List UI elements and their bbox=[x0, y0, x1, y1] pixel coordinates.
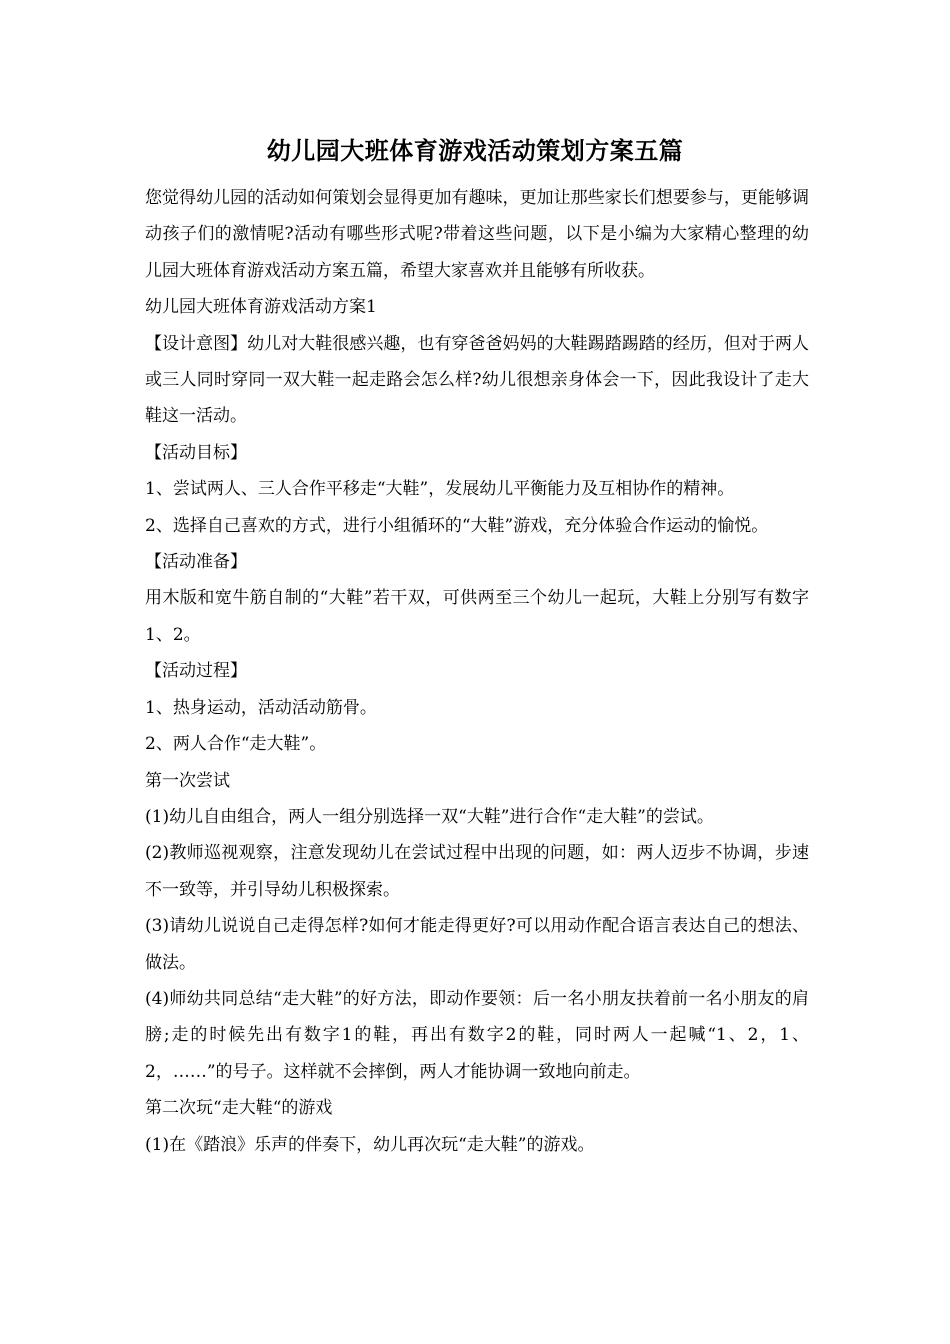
section-heading-preparation: 【活动准备】 bbox=[145, 552, 247, 573]
goal-item-2: 2、选择自己喜欢的方式，进行小组循环的“大鞋”游戏，充分体验合作运动的愉悦。 bbox=[145, 515, 769, 536]
attempt-item-2: (2)教师巡视观察，注意发现幼儿在尝试过程中出现的问题，如：两人迈步不协调，步速不一致等，并引导幼儿积极探索。 bbox=[145, 843, 809, 900]
second-game-heading: 第二次玩“走大鞋“的游戏 bbox=[145, 1098, 333, 1119]
attempt-item-3: (3)请幼儿说说自己走得怎样?如何才能走得更好?可以用动作配合语言表达自己的想法、做法。 bbox=[145, 916, 809, 973]
attempt-item-4: (4)师幼共同总结“走大鞋”的好方法，即动作要领：后一名小朋友扶着前一名小朋友的肩膀;走的时候先出有数字1的鞋，再出有数字2的鞋，同时两人一起喊“1、2，1、2，……”的号子。这样就不会摔倒，两人才能协调一致地向前走。 bbox=[145, 988, 809, 1082]
second-game-item-1: (1)在《踏浪》乐声的伴奏下，幼儿再次玩“走大鞋”的游戏。 bbox=[145, 1134, 595, 1155]
document-title: 幼儿园大班体育游戏活动策划方案五篇 bbox=[266, 136, 684, 165]
intro-paragraph: 您觉得幼儿园的活动如何策划会显得更加有趣味，更加让那些家长们想要参与，更能够调动孩子们的激情呢?活动有哪些形式呢?带着这些问题，以下是小编为大家精心整理的幼儿园大班体育游戏活动方案五篇，希望大家喜欢并且能够有所收获。 bbox=[145, 188, 809, 281]
attempt-item-1: (1)幼儿自由组合，两人一组分别选择一双“大鞋”进行合作“走大鞋”的尝试。 bbox=[145, 806, 714, 827]
design-intent-paragraph: 【设计意图】幼儿对大鞋很感兴趣，也有穿爸爸妈妈的大鞋踢踏踢踏的经历，但对于两人或三人同时穿同一双大鞋一起走路会怎么样?幼儿很想亲身体会一下，因此我设计了走大鞋这一活动。 bbox=[145, 333, 809, 427]
goal-item-1: 1、尝试两人、三人合作平移走“大鞋”，发展幼儿平衡能力及互相协作的精神。 bbox=[145, 479, 735, 500]
first-attempt-heading: 第一次尝试 bbox=[145, 770, 230, 791]
process-step-2: 2、两人合作“走大鞋”。 bbox=[145, 734, 327, 755]
document-body bbox=[145, 180, 809, 1163]
plan-heading: 幼儿园大班体育游戏活动方案1 bbox=[145, 297, 377, 318]
section-heading-process: 【活动过程】 bbox=[145, 661, 247, 682]
section-heading-goals: 【活动目标】 bbox=[145, 442, 247, 463]
process-step-1: 1、热身运动，活动活动筋骨。 bbox=[145, 697, 377, 718]
preparation-paragraph: 用木版和宽牛筋自制的“大鞋”若干双，可供两至三个幼儿一起玩，大鞋上分别写有数字1、2。 bbox=[145, 588, 809, 645]
